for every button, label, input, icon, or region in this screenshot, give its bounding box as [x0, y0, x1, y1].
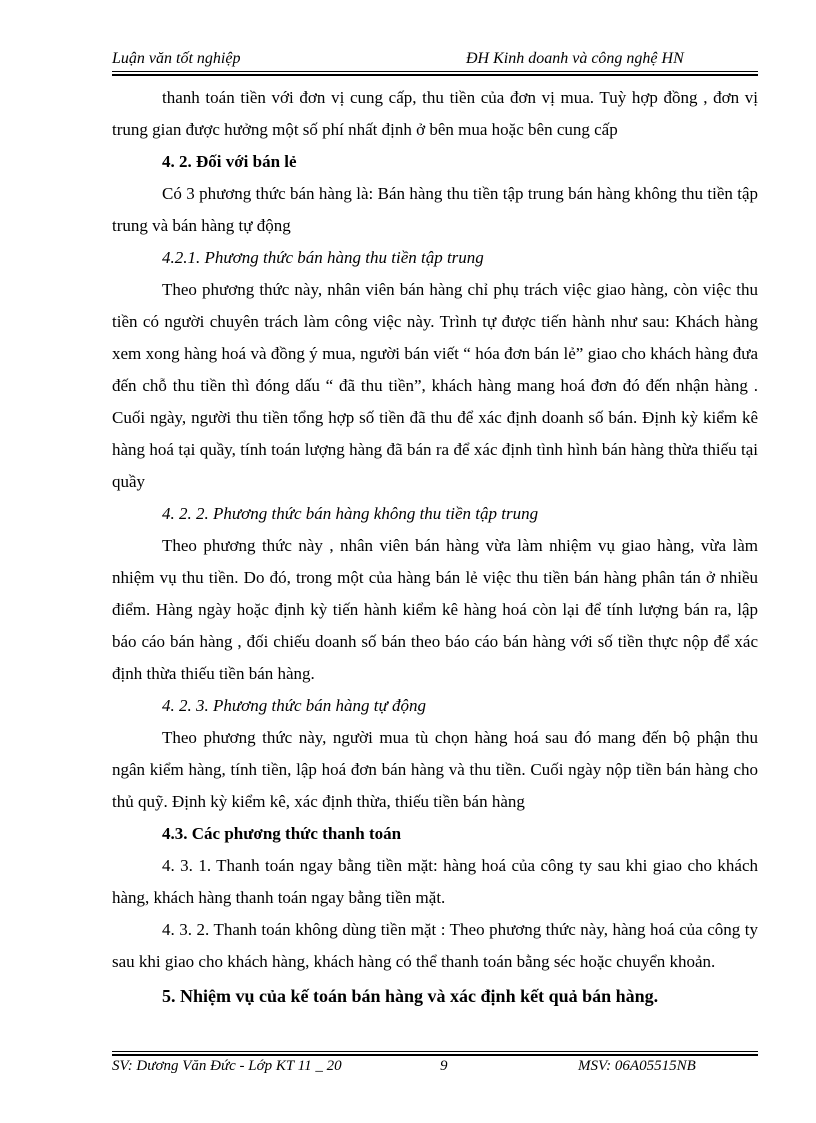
heading-5: 5. Nhiệm vụ của kế toán bán hàng và xác định kết quả bán hàng.	[162, 986, 659, 1006]
heading-4-3: 4.3. Các phương thức thanh toán	[162, 824, 402, 843]
page-header	[112, 46, 758, 72]
paragraph-4-3-2: 4. 3. 2. Thanh toán không dùng tiền mặt : Theo phương thức này, hàng hoá của công ty sau khi giao cho khách hàng, khách hàng có thể thanh toán bằng séc hoặc chuyển khoản.	[112, 920, 758, 971]
subheading-4-2-3: 4. 2. 3. Phương thức bán hàng tự động	[162, 696, 427, 715]
heading-4-2: 4. 2. Đối với bán lẻ	[162, 152, 297, 171]
header-thesis-title: Luận văn tốt nghiệp	[112, 50, 241, 67]
footer-student-id: MSV: 06A05515NB	[578, 1058, 696, 1074]
header-rule	[112, 71, 758, 76]
paragraph-continued: thanh toán tiền với đơn vị cung cấp, thu tiền của đơn vị mua. Tuỳ hợp đồng , đơn vị trung gian được hưởng một số phí nhất định ở bên mua hoặc bên cung cấp	[112, 88, 758, 139]
paragraph-4-2-1: Theo phương thức này, nhân viên bán hàng chỉ phụ trách việc giao hàng, còn việc thu tiền có người chuyên trách làm công việc này. Trình tự được tiến hành như sau: Khách hàng xem xong hàng hoá và đồng ý mua, người bán viết “ hóa đơn bán lẻ” giao cho khách hàng đưa đến chỗ thu tiền thì đóng dấu “ đã thu tiền”, khách hàng mang hoá đơn đó đến nhận hàng . Cuối ngày, người thu tiền tổng hợp số tiền đã thu để xác định doanh số bán. Định kỳ kiểm kê hàng hoá tại quầy, tính toán lượng hàng đã bán ra để xác định tình hình bán hàng thừa thiếu tại quầy	[112, 280, 758, 491]
paragraph-4-2-2: Theo phương thức này , nhân viên bán hàng vừa làm nhiệm vụ giao hàng, vừa làm nhiệm vụ thu tiền. Do đó, trong một của hàng bán lẻ việc thu tiền bán hàng phân tán ở nhiều điểm. Hàng ngày hoặc định kỳ tiến hành kiểm kê hàng hoá còn lại để tính lượng bán ra, lập báo cáo bán hàng , đối chiếu doanh số bán theo báo cáo bán hàng với số tiền thực nộp để xác định thừa thiếu tiền bán hàng.	[112, 536, 758, 683]
page-body	[112, 82, 758, 1014]
footer-rule	[112, 1051, 758, 1056]
footer-page-number: 9	[440, 1058, 448, 1074]
paragraph-4-2: Có 3 phương thức bán hàng là: Bán hàng thu tiền tập trung bán hàng không thu tiền tập trung và bán hàng tự động	[112, 184, 758, 235]
subheading-4-2-1: 4.2.1. Phương thức bán hàng thu tiền tập trung	[162, 248, 484, 267]
subheading-4-2-2: 4. 2. 2. Phương thức bán hàng không thu tiền tập trung	[162, 504, 539, 523]
paragraph-4-3-1: 4. 3. 1. Thanh toán ngay bằng tiền mặt: hàng hoá của công ty sau khi giao cho khách hàng, khách hàng thanh toán ngay bằng tiền mặt.	[112, 856, 758, 907]
paragraph-4-2-3: Theo phương thức này, người mua tù chọn hàng hoá sau đó mang đến bộ phận thu ngân kiểm hàng, tính tiền, lập hoá đơn bán hàng và thu tiền. Cuối ngày nộp tiền bán hàng cho thủ quỹ. Định kỳ kiểm kê, xác định thừa, thiếu tiền bán hàng	[112, 728, 758, 811]
footer-student: SV: Dương Văn Đức - Lớp KT 11 _ 20	[112, 1058, 342, 1074]
header-university: ĐH Kinh doanh và công nghệ HN	[466, 50, 684, 67]
